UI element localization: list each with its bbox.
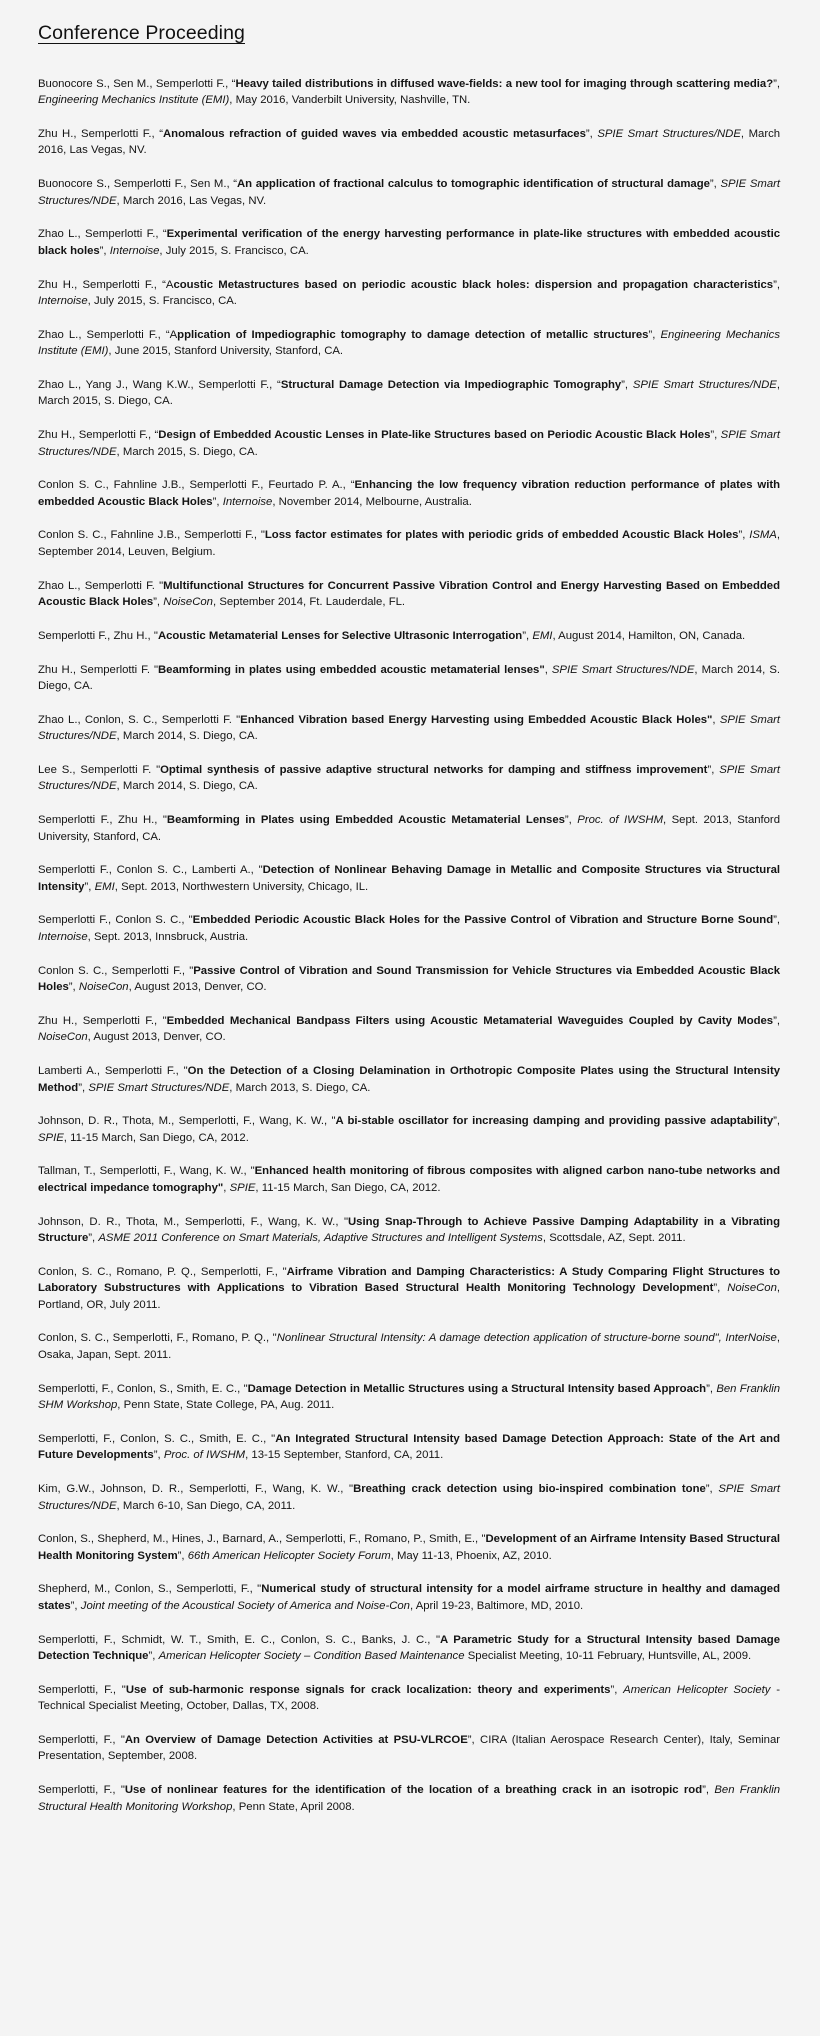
entry-authors: Zhao L., Semperlotti F., “A	[38, 328, 178, 341]
entry-details: , March 2016, Las Vegas, NV.	[38, 127, 781, 157]
entry-venue: ISMA	[749, 529, 777, 542]
entry-details: , June 2015, Stanford University, Stanford, CA.	[108, 345, 344, 358]
entry-venue: SPIE Smart Structures/NDE	[597, 127, 741, 140]
entry-authors: Semperlotti F., Zhu H., "	[38, 629, 158, 642]
entry-venue: Internoise	[222, 495, 273, 508]
entry-venue: Internoise	[109, 244, 160, 257]
entry-authors: Buonocore S., Sen M., Semperlotti F., “	[38, 77, 236, 90]
reference-entry	[38, 578, 780, 611]
entry-title: Enhancing the low frequency vibration reduction performance of plates with embedded Acoustic Black Holes	[38, 479, 781, 508]
entry-details: , March 2015, S. Diego, CA.	[38, 378, 780, 408]
entry-authors: Semperlotti, F., Conlon, S., Smith, E. C., "	[38, 1382, 248, 1395]
entry-authors: Zhao L., Semperlotti F., “	[38, 228, 167, 241]
entry-venue: SPIE Smart Structures/NDE	[38, 1483, 781, 1512]
entry-venue: NoiseCon	[38, 1031, 88, 1044]
entry-venue: SPIE Smart Structures/NDE	[551, 663, 695, 676]
entry-title: Beamforming in Plates using Embedded Acoustic Metamaterial Lenses	[166, 814, 565, 827]
entry-venue: Proc. of IWSHM	[163, 1449, 246, 1462]
entry-title: Acoustic Metamaterial Lenses for Selective Ultrasonic Interrogation	[157, 629, 523, 642]
entry-quote-close: ”,	[522, 629, 533, 642]
entry-venue: SPIE Smart Structures/NDE	[38, 429, 780, 458]
entry-details: , March 2014, S. Diego, CA.	[116, 780, 258, 793]
entry-title: A Parametric Study for a Structural Intensity based Damage Detection Technique	[38, 1633, 781, 1663]
entry-authors: Lee S., Semperlotti F. "	[38, 763, 161, 776]
entry-quote-close: ”,	[702, 1784, 715, 1797]
entry-quote-close: ”,	[648, 328, 661, 341]
entry-authors: Zhao L., Conlon, S. C., Semperlotti F. "	[38, 713, 241, 726]
reference-entry	[38, 1381, 780, 1414]
entry-authors: Johnson, D. R., Thota, M., Semperlotti, F., Wang, K. W., "	[38, 1115, 336, 1128]
entry-venue: NoiseCon	[78, 981, 129, 994]
entry-authors: Conlon, S. C., Semperlotti, F., Romano, P. Q., "	[38, 1332, 277, 1345]
entry-title: Multifunctional Structures for Concurrent Passive Vibration Control and Energy Harvesting Based on Embedded Acoustic Black Holes	[38, 579, 780, 609]
entry-quote-close: ”,	[709, 178, 721, 191]
entry-venue: SPIE Smart Structures/NDE	[38, 713, 781, 743]
reference-entry	[38, 1581, 780, 1614]
reference-entry	[38, 1732, 780, 1765]
entry-authors: Zhao L., Yang J., Wang K.W., Semperlotti F., “	[38, 378, 281, 391]
entry-details: , Penn State, State College, PA, Aug. 2011.	[117, 1399, 335, 1412]
reference-entry	[38, 963, 780, 996]
entry-authors: Semperlotti F., Conlon S. C., "	[38, 914, 193, 927]
entry-authors: Semperlotti, F., "	[38, 1683, 126, 1696]
reference-entry	[38, 427, 780, 460]
entry-authors: Tallman, T., Semperlotti, F., Wang, K. W., "	[38, 1165, 255, 1178]
reference-entry	[38, 812, 780, 845]
entry-quote-close: ”,	[84, 880, 95, 893]
entry-details: - Technical Specialist Meeting, October, Dallas, TX, 2008.	[38, 1683, 781, 1713]
entry-quote-close: ”,	[153, 1449, 164, 1462]
entry-details: CIRA (Italian Aerospace Research Center), Italy, Seminar Presentation, September, 2008.	[38, 1733, 781, 1763]
entry-quote-close: ,	[712, 713, 720, 726]
entry-quote-close: ”,	[177, 1549, 188, 1562]
entry-title: Breathing crack detection using bio-inspired combination tone	[353, 1483, 706, 1496]
entry-details: , May 11-13, Phoenix, AZ, 2010.	[390, 1549, 552, 1562]
entry-quote-close: ”,	[713, 1282, 728, 1295]
entry-details: , September 2014, Leuven, Belgium.	[38, 529, 780, 558]
entry-quote-close: ”,	[99, 244, 110, 257]
reference-entry	[38, 1063, 780, 1096]
entry-details: , April 19-23, Baltimore, MD, 2010.	[409, 1599, 584, 1612]
reference-entry	[38, 1481, 780, 1514]
entry-quote-close: ”,	[773, 914, 780, 927]
entry-venue: SPIE	[38, 1131, 64, 1144]
entry-authors: Conlon S. C., Fahnline J.B., Semperlotti F., Feurtado P. A., “	[38, 479, 355, 492]
entry-details: , 11-15 March, San Diego, CA, 2012.	[255, 1181, 441, 1194]
entry-venue: Engineering Mechanics Institute (EMI)	[38, 328, 780, 358]
entry-details: , Sept. 2013, Stanford University, Stanford, CA.	[38, 814, 780, 843]
entry-venue: Joint meeting of the Acoustical Society of America and Noise-Con	[80, 1599, 410, 1612]
entry-title: Airframe Vibration and Damping Characteristics: A Study Comparing Flight Structures to Laboratory Substructures with Applications to Vibration Based Structural Health Monitoring Technology Development	[38, 1265, 780, 1295]
entry-title: Damage Detection in Metallic Structures using a Structural Intensity based Approach	[247, 1382, 707, 1395]
entry-details: , March 2015, S. Diego, CA.	[116, 445, 258, 458]
entry-venue: American Helicopter Society	[623, 1683, 771, 1696]
reference-entry	[38, 1632, 780, 1665]
page-title: Conference Proceeding	[38, 22, 245, 44]
entry-title: Embedded Mechanical Bandpass Filters using Acoustic Metamaterial Waveguides Coupled by Cavity Modes	[166, 1014, 774, 1027]
entry-venue: Engineering Mechanics Institute (EMI)	[38, 94, 230, 107]
entry-title: Loss factor estimates for plates with periodic grids of embedded Acoustic Black Holes	[264, 529, 739, 542]
entry-venue: NoiseCon	[727, 1282, 777, 1295]
entry-quote-close: ”,	[610, 1683, 624, 1696]
reference-entry	[38, 1214, 780, 1247]
entry-title: Numerical study of structural intensity for a model airframe structure in healthy and damaged states	[38, 1583, 780, 1612]
entry-quote-close: ”,	[153, 596, 164, 609]
entry-authors: Semperlotti, F., "	[38, 1784, 125, 1797]
reference-entry	[38, 1682, 780, 1715]
entry-quote-close: ”,	[707, 763, 720, 776]
entry-title: An application of fractional calculus to tomographic identification of structural damage	[237, 178, 710, 191]
entry-quote-close: ”,	[467, 1733, 481, 1746]
entry-quote-close: ”,	[68, 981, 79, 994]
entry-details: , March 2014, S. Diego, CA.	[38, 663, 781, 693]
entry-details: , March 2013, S. Diego, CA.	[229, 1081, 371, 1094]
entry-title: An Overview of Damage Detection Activities at PSU-VLRCOE	[124, 1733, 468, 1746]
entry-title: Heavy tailed distributions in diffused wave-fields: a new tool for imaging through scattering media?	[235, 77, 774, 90]
reference-entry	[38, 1431, 780, 1464]
reference-entry	[38, 1264, 780, 1314]
entry-details: , August 2013, Denver, CO.	[128, 981, 267, 994]
entry-details: , September 2014, Ft. Lauderdale, FL.	[212, 596, 406, 609]
reference-entry	[38, 176, 780, 209]
entry-quote-close: ”,	[70, 1599, 81, 1612]
entry-venue: EMI	[94, 880, 115, 893]
entry-details: , November 2014, Melbourne, Australia.	[272, 495, 472, 508]
entry-details: , Penn State, April 2008.	[232, 1800, 355, 1813]
reference-entry	[38, 1782, 780, 1815]
entry-title: Experimental verification of the energy harvesting performance in plate-like structures with embedded acoustic black holes	[38, 228, 780, 257]
reference-entry	[38, 862, 780, 895]
reference-entry	[38, 712, 780, 745]
entry-venue: Proc. of IWSHM	[577, 814, 664, 827]
entry-authors: Semperlotti, F., Schmidt, W. T., Smith, E. C., Conlon, S. C., Banks, J. C., "	[38, 1633, 440, 1646]
reference-entry	[38, 126, 780, 159]
entry-authors: Conlon S. C., Semperlotti F., "	[38, 964, 194, 977]
entry-title: Optimal synthesis of passive adaptive structural networks for damping and stiffness improvement	[160, 763, 708, 776]
entry-quote-close: ”,	[738, 529, 750, 542]
reference-entry	[38, 1013, 780, 1046]
entry-title: On the Detection of a Closing Delamination in Orthotropic Composite Plates using the Structural Intensity Method	[38, 1065, 780, 1094]
reference-entry	[38, 377, 780, 410]
entry-authors: Zhu H., Semperlotti F. "	[38, 663, 158, 676]
entry-details: , August 2013, Denver, CO.	[87, 1031, 226, 1044]
entry-quote-close: ”,	[773, 278, 780, 291]
entry-authors: Semperlotti, F., Conlon, S. C., Smith, E. C., "	[38, 1432, 276, 1445]
entry-title: Structural Damage Detection via Impediographic Tomography	[280, 378, 622, 391]
entry-title: Design of Embedded Acoustic Lenses in Plate-like Structures based on Periodic Acoustic Black Holes	[158, 429, 711, 442]
entry-venue: 66th American Helicopter Society Forum	[187, 1549, 391, 1562]
entry-authors: Johnson, D. R., Thota, M., Semperlotti, F., Wang, K. W., "	[38, 1215, 348, 1228]
reference-entry	[38, 76, 780, 109]
conference-proceeding-list	[38, 76, 780, 1815]
reference-entry	[38, 912, 780, 945]
entry-details: , July 2015, S. Francisco, CA.	[87, 295, 237, 308]
reference-entry	[38, 527, 780, 560]
entry-venue: SPIE	[229, 1181, 256, 1194]
reference-entry	[38, 226, 780, 259]
entry-authors: Conlon, S. C., Romano, P. Q., Semperlotti, F., "	[38, 1265, 287, 1278]
entry-title: Detection of Nonlinear Behaving Damage in Metallic and Composite Structures via Structural Intensity	[38, 864, 781, 893]
reference-entry	[38, 277, 780, 310]
entry-authors: Semperlotti F., Zhu H., "	[38, 814, 167, 827]
entry-venue: ASME 2011 Conference on Smart Materials, Adaptive Structures and Intelligent Systems	[98, 1232, 543, 1245]
entry-authors: Conlon, S., Shepherd, M., Hines, J., Barnard, A., Semperlotti, F., Romano, P., Smith, E., "	[38, 1533, 486, 1546]
entry-quote-close: ”,	[564, 814, 578, 827]
entry-authors: Zhu H., Semperlotti F., “	[38, 429, 159, 442]
entry-quote-close: ”,	[585, 127, 598, 140]
entry-venue: SPIE Smart Structures/NDE	[632, 378, 777, 391]
entry-venue: Ben Franklin SHM Workshop	[38, 1382, 780, 1412]
entry-title: Use of nonlinear features for the identification of the location of a breathing crack in an isotropic rod	[124, 1784, 703, 1797]
entry-quote-close: ,	[223, 1181, 230, 1194]
entry-title: Use of sub-harmonic response signals for crack localization: theory and experiments	[125, 1683, 611, 1696]
entry-quote-close: ”,	[710, 429, 721, 442]
reference-entry	[38, 1531, 780, 1564]
entry-authors: Zhu H., Semperlotti F., “	[38, 127, 163, 140]
entry-quote-close: ”,	[621, 378, 633, 391]
entry-details: , Osaka, Japan, Sept. 2011.	[38, 1332, 780, 1361]
entry-venue: Internoise	[38, 295, 88, 308]
entry-title: Enhanced health monitoring of fibrous composites with aligned carbon nano-tube networks and electrical impedance tomography"	[38, 1165, 780, 1194]
entry-details: , Scottsdale, AZ, Sept. 2011.	[542, 1232, 686, 1245]
reference-entry	[38, 662, 780, 695]
entry-quote-close: ”,	[78, 1081, 89, 1094]
entry-title: An Integrated Structural Intensity based Damage Detection Approach: State of the Art and Future Developments	[38, 1432, 780, 1462]
entry-venue: Ben Franklin Structural Health Monitoring Workshop	[38, 1784, 780, 1813]
entry-details: , March 2016, Las Vegas, NV.	[116, 194, 267, 207]
entry-title: Development of an Airframe Intensity Based Structural Health Monitoring System	[38, 1533, 780, 1562]
entry-venue: NoiseCon	[163, 596, 213, 609]
entry-venue: Nonlinear Structural Intensity: A damage detection application of structure-borne sound", InterNoise	[276, 1332, 777, 1345]
entry-venue: American Helicopter Society – Condition Based Maintenance	[158, 1650, 465, 1663]
entry-venue: SPIE Smart Structures/NDE	[88, 1081, 230, 1094]
reference-entry	[38, 327, 780, 360]
reference-entry	[38, 1163, 780, 1196]
entry-title: Enhanced Vibration based Energy Harvesting using Embedded Acoustic Black Holes"	[240, 713, 713, 726]
entry-venue: SPIE Smart Structures/NDE	[38, 178, 781, 207]
entry-authors: Shepherd, M., Conlon, S., Semperlotti, F., "	[38, 1583, 262, 1596]
entry-details: , Sept. 2013, Innsbruck, Austria.	[87, 930, 249, 943]
entry-quote-close: ”,	[773, 77, 780, 90]
entry-authors: Zhu H., Semperlotti F., "	[38, 1014, 167, 1027]
entry-details: Specialist Meeting, 10-11 February, Huntsville, AL, 2009.	[464, 1650, 752, 1663]
entry-venue: Internoise	[38, 930, 88, 943]
entry-quote-close: ”,	[773, 1014, 780, 1027]
reference-entry	[38, 1113, 780, 1146]
entry-authors: Semperlotti, F., "	[38, 1733, 125, 1746]
entry-authors: Zhu H., Semperlotti F., “A	[38, 278, 174, 291]
entry-quote-close: ”,	[148, 1650, 159, 1663]
entry-details: , 11-15 March, San Diego, CA, 2012.	[63, 1131, 249, 1144]
entry-details: , March 6-10, San Diego, CA, 2011.	[116, 1499, 296, 1512]
entry-authors: Conlon S. C., Fahnline J.B., Semperlotti F., "	[38, 529, 265, 542]
entry-quote-close: ,	[544, 663, 552, 676]
entry-authors: Buonocore S., Semperlotti F., Sen M., “	[38, 178, 237, 191]
entry-title: Beamforming in plates using embedded acoustic metamaterial lenses"	[158, 663, 545, 676]
entry-quote-close: ”,	[773, 1115, 780, 1128]
entry-details: , July 2015, S. Francisco, CA.	[159, 244, 309, 257]
entry-title: Embedded Periodic Acoustic Black Holes for the Passive Control of Vibration and Structure Borne Sound	[192, 914, 774, 927]
entry-quote-close: ”,	[212, 495, 223, 508]
entry-details: , 13-15 September, Stanford, CA, 2011.	[245, 1449, 444, 1462]
entry-details: , May 2016, Vanderbilt University, Nashville, TN.	[229, 94, 471, 107]
reference-entry	[38, 1330, 780, 1363]
entry-title: Passive Control of Vibration and Sound Transmission for Vehicle Structures via Embedded Acoustic Black Holes	[38, 964, 780, 994]
entry-title: pplication of Impediographic tomography to damage detection of metallic structures	[177, 328, 649, 341]
reference-entry	[38, 477, 780, 510]
entry-title: A bi-stable oscillator for increasing damping and providing passive adaptability	[335, 1115, 774, 1128]
entry-quote-close: ”,	[88, 1232, 99, 1245]
entry-authors: Zhao L., Semperlotti F. "	[38, 579, 164, 592]
entry-venue: EMI	[532, 629, 553, 642]
entry-venue: SPIE Smart Structures/NDE	[38, 763, 781, 793]
reference-entry	[38, 628, 780, 645]
entry-details: , March 2014, S. Diego, CA.	[116, 730, 258, 743]
entry-title: Anomalous refraction of guided waves via embedded acoustic metasurfaces	[162, 127, 586, 140]
entry-authors: Semperlotti F., Conlon S. C., Lamberti A., "	[38, 864, 263, 877]
entry-details: , Portland, OR, July 2011.	[38, 1282, 781, 1311]
entry-quote-close: ”,	[705, 1483, 719, 1496]
entry-authors: Lamberti A., Semperlotti F., "	[38, 1065, 188, 1078]
entry-authors: Kim, G.W., Johnson, D. R., Semperlotti, F., Wang, K. W., "	[38, 1483, 354, 1496]
entry-title: coustic Metastructures based on periodic acoustic black holes: dispersion and propagation characteristics	[173, 278, 774, 291]
entry-title: Using Snap-Through to Achieve Passive Damping Adaptability in a Vibrating Structure	[38, 1215, 780, 1245]
entry-details: , August 2014, Hamilton, ON, Canada.	[552, 629, 746, 642]
entry-details: , Sept. 2013, Northwestern University, Chicago, IL.	[114, 880, 369, 893]
entry-quote-close: ”,	[706, 1382, 717, 1395]
reference-entry	[38, 762, 780, 795]
